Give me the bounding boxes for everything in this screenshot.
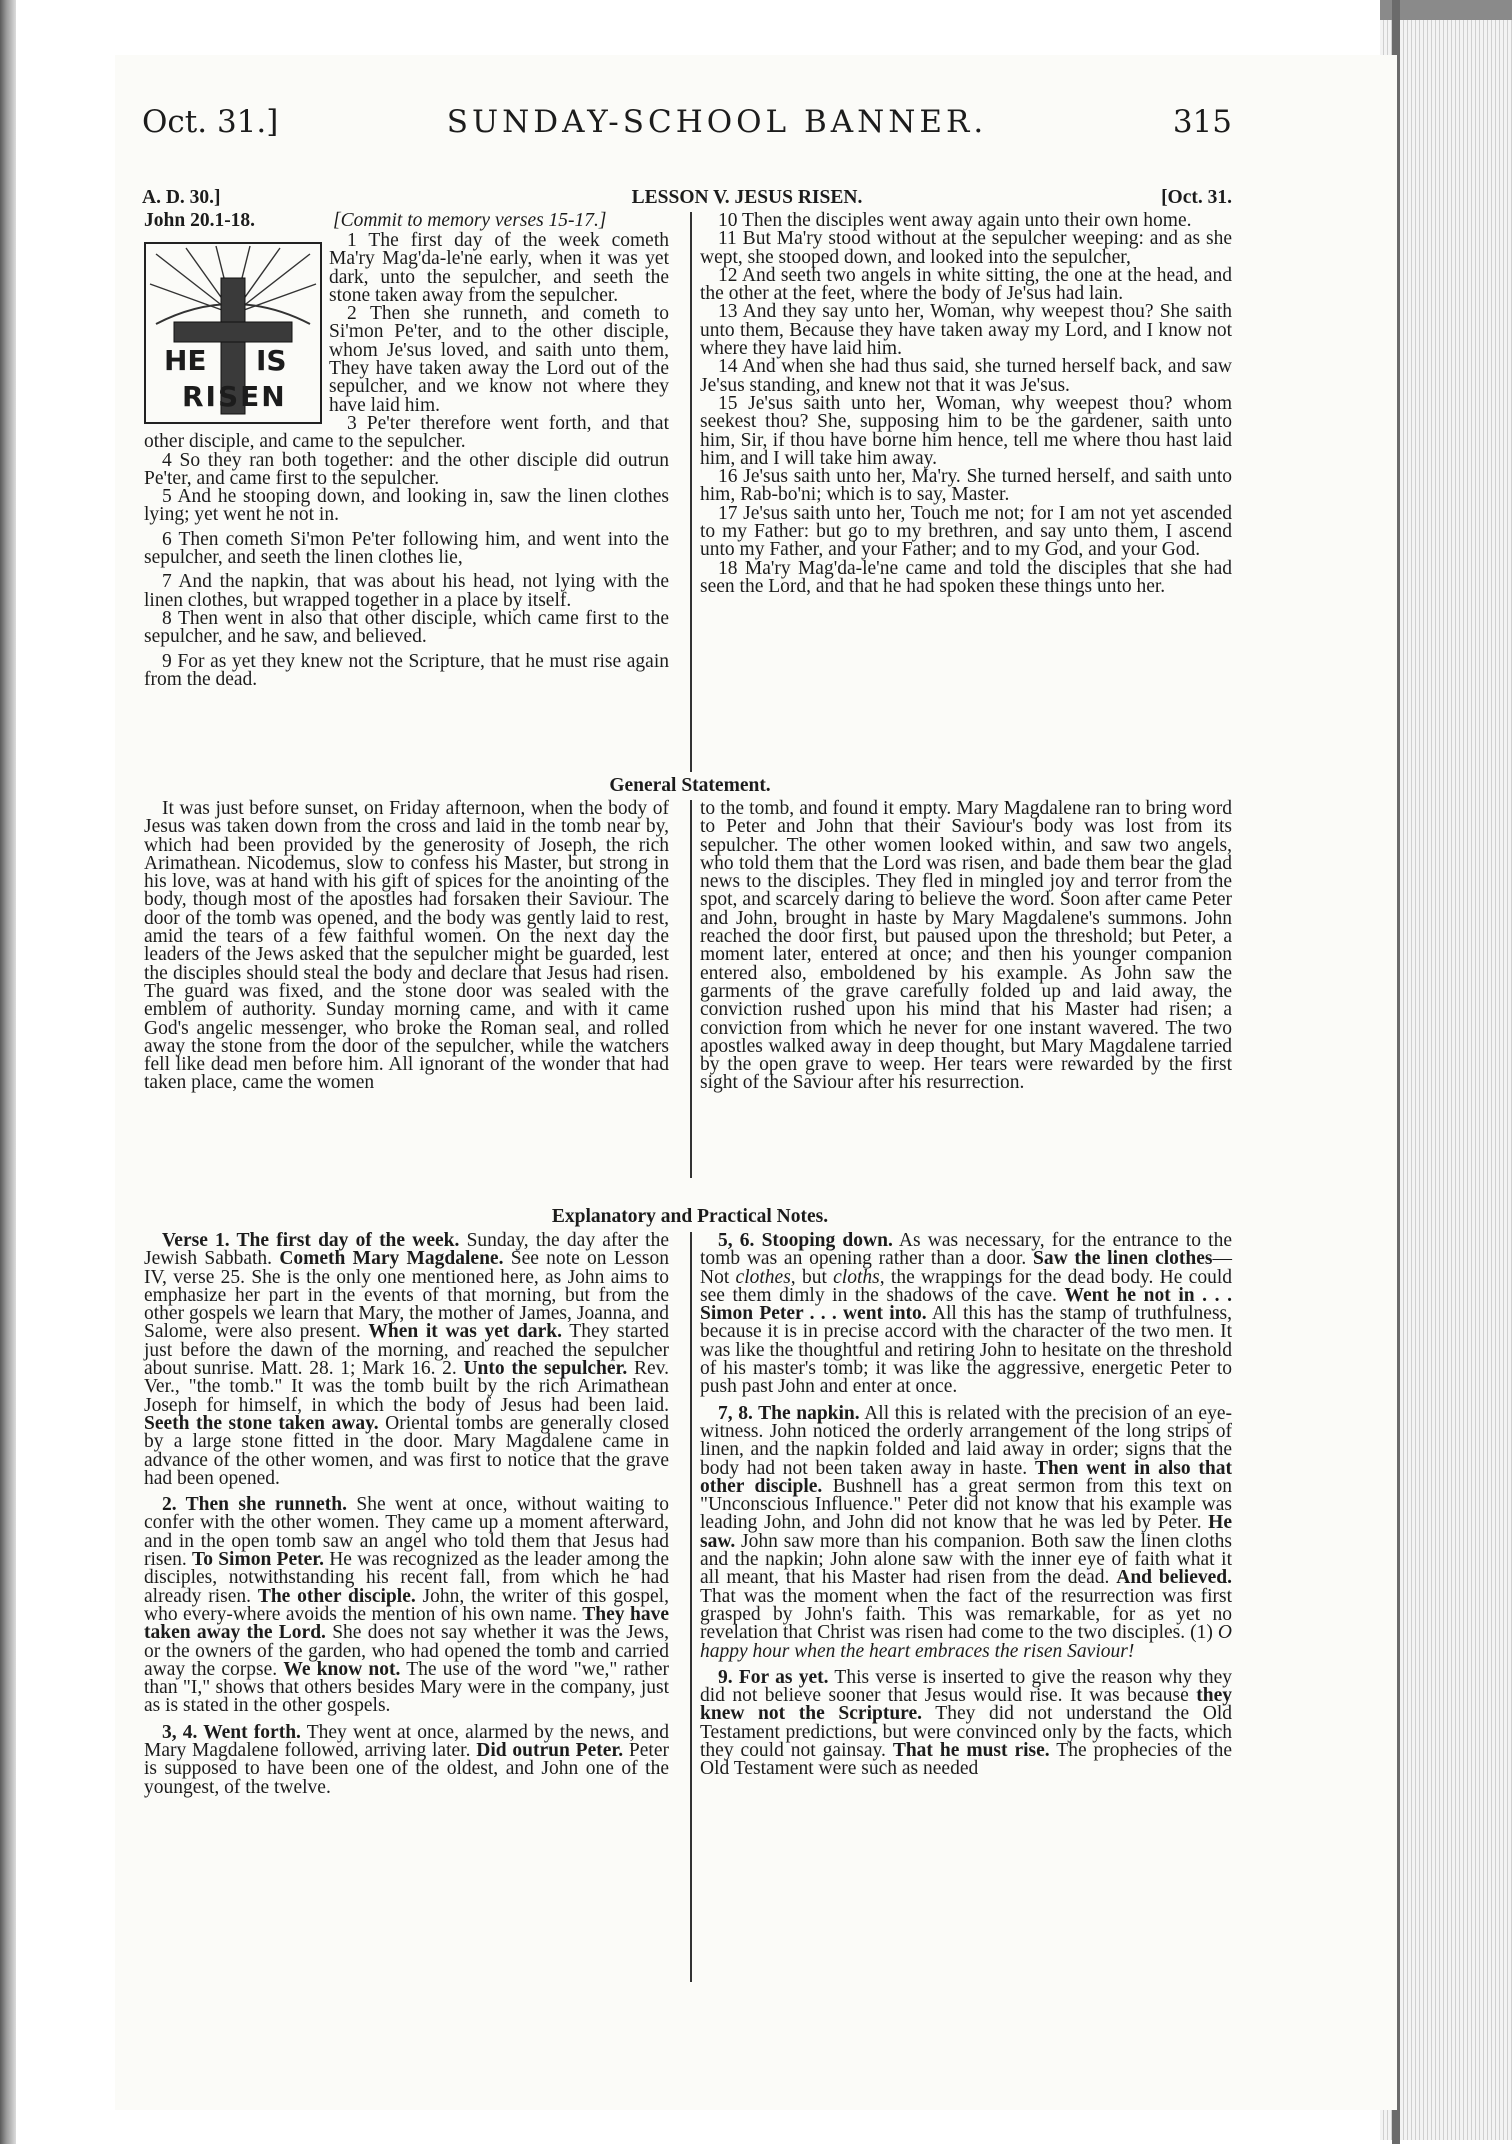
- note-keyword: We know not.: [283, 1658, 401, 1680]
- verse-5: 5 And he stooping down, and looking in, saw the linen clothes lying; yet went he not in.: [144, 486, 669, 526]
- verse-7: 7 And the napkin, that was about his head, not lying with the linen clothes, but wrapped together in a place by itself.: [144, 571, 669, 611]
- note-text: , the wrappings for the dead body. He could see them dimly in the shadows of the cave.: [700, 1266, 1233, 1306]
- lesson-header: [142, 187, 1232, 209]
- note-text: This verse is inserted to give the reason why they did not believe sooner that Jesus would rise. It was because: [700, 1666, 1232, 1707]
- note-text: , but: [790, 1266, 834, 1288]
- lesson-title: LESSON V. JESUS RISEN.: [631, 187, 863, 208]
- note-keyword: The other disciple.: [257, 1585, 416, 1607]
- note-keyword: To Simon Peter.: [192, 1549, 324, 1571]
- general-statement-left: [144, 800, 669, 1093]
- verse-2: 2 Then she runneth, and cometh to Si'mon Pe'ter, and to the other disciple, whom Je'sus loved, and saith unto them, They have taken away the Lord out of the sepulcher, and we know not where they have laid him.: [329, 303, 669, 416]
- scripture-reference: John 20.1-18.: [144, 210, 256, 231]
- notes-right-paragraph: [700, 1666, 1232, 1780]
- verse-9: 9 For as yet they knew not the Scripture, that he must rise again from the dead.: [144, 650, 669, 690]
- note-keyword: He saw.: [700, 1512, 1232, 1552]
- notes-right-column: [700, 1232, 1232, 1779]
- note-text: They went at once, alarmed by the news, and Mary Magdalene followed, arriving later.: [144, 1721, 669, 1762]
- emblem-word-is: IS: [256, 344, 287, 377]
- note-text: As was necessary, for the entrance to the tomb was an opening rather than a door.: [700, 1230, 1233, 1270]
- emblem-word-he: HE: [164, 344, 207, 377]
- note-italic: O happy hour when the heart embraces the risen Saviour!: [700, 1622, 1232, 1662]
- verse-6: 6 Then cometh Si'mon Pe'ter following him, and went into the sepulcher, and seeth the linen clothes lie,: [144, 528, 669, 569]
- note-text: Sunday, the day after the Jewish Sabbath.: [144, 1230, 670, 1270]
- notes-left-paragraph: [144, 1721, 669, 1798]
- note-text: John, the writer of this gospel, who every-where avoids the mention of his own name.: [144, 1585, 669, 1625]
- verses-left-column: [144, 232, 669, 689]
- note-text: She does not say whether it was the Jews, or the owners of the garden, who had opened the tomb and carried away the corpse.: [144, 1622, 670, 1680]
- lesson-year: A. D. 30.]: [142, 187, 221, 208]
- note-keyword: Seeth the stone taken away.: [144, 1412, 379, 1434]
- note-text: She went at once, without waiting to confer with the other women. They came up a moment afterward, and in the open tomb saw an angel who told them that Jesus had risen.: [144, 1494, 669, 1571]
- notes-left-paragraph: [144, 1496, 669, 1716]
- verse-10: 10 Then the disciples went away again unto their own home.: [718, 210, 1192, 231]
- note-keyword: When it was yet dark.: [368, 1321, 563, 1343]
- note-keyword: Did outrun Peter.: [476, 1740, 624, 1762]
- verse-8: 8 Then went in also that other disciple, which came first to the sepulcher, and he saw, and believed.: [144, 607, 669, 648]
- note-text: He was recognized as the leader among the disciples, notwithstanding his recent fall, from which he had already risen.: [144, 1549, 670, 1607]
- column-rule-lesson: [690, 212, 692, 772]
- note-keyword: 5, 6. Stooping down.: [718, 1230, 893, 1251]
- note-text: The prophecies of the Old Testament were such as needed: [700, 1740, 1232, 1780]
- note-keyword: 3, 4. Went forth.: [162, 1721, 301, 1743]
- verse-14: 14 And when she had thus said, she turned herself back, and saw Je'sus standing, and knew not that it was Je'sus.: [700, 356, 1232, 396]
- note-keyword: And believed.: [1116, 1567, 1232, 1589]
- note-text: They did not understand the Old Testament predictions, but were convinced only by the facts, which they could not gainsay.: [700, 1703, 1232, 1762]
- general-statement-right: [700, 800, 1232, 1093]
- note-text: All this is related with the precision of an eye-witness. John noticed the orderly arrangement of the long strips of linen, and the napkin folded and laid away in order; signs that the body had not been taken away in haste.: [700, 1402, 1232, 1479]
- note-text: Oriental tombs are generally closed by a large stone fitted in the door. Mary Magdalene came in advance of the other women, and was first to notice that the grave had been opened.: [144, 1412, 669, 1489]
- verse-4: 4 So they ran both together: and the other disciple did outrun Pe'ter, and came first to the sepulcher.: [144, 449, 669, 489]
- note-keyword: 7, 8. The napkin.: [718, 1402, 860, 1424]
- note-italic: cloths: [833, 1266, 880, 1288]
- verse-3: 3 Pe'ter therefore went forth, and that other disciple, and came to the sepulcher.: [144, 412, 669, 453]
- note-keyword: They have taken away the Lord.: [144, 1603, 669, 1644]
- note-keyword: Went he not in . . . Simon Peter . . . went into.: [700, 1284, 1232, 1325]
- column-rule-general: [690, 800, 692, 1178]
- header-date: Oct. 31.]: [142, 104, 279, 140]
- note-text: See note on Lesson IV, verse 25. She is the only one mentioned here, as John aims to emphasize her part in the events of that morning, but from the other gospels we learn that Mary, the mother of James, Joanna, and Salome, were also present.: [144, 1248, 670, 1343]
- note-text: Peter is supposed to have been one of the oldest, and John one of the youngest, of the twelve.: [144, 1740, 669, 1798]
- emblem-word-risen: RISEN: [182, 380, 287, 413]
- note-keyword: Then went in also that other disciple.: [700, 1457, 1232, 1497]
- note-text: All this has the stamp of truthfulness, because it is in precise accord with the character of the two men. It was like the thoughtful and retiring John to hesitate on the threshold of his master's tomb; it was like the aggressive, energetic Peter to push past John and enter at once.: [700, 1303, 1233, 1398]
- verses-right-column: [700, 212, 1232, 596]
- general-statement-title: General Statement.: [609, 775, 771, 796]
- note-keyword: That he must rise.: [892, 1740, 1050, 1762]
- note-text: They started just before the dawn of the morning, and reached the sepulcher about sunrise. Matt. 28. 1; Mark 16. 2.: [144, 1321, 669, 1380]
- verse-11: 11 But Ma'ry stood without at the sepulcher weeping: and as she wept, she stooped down, and looked into the sepulcher,: [700, 228, 1232, 268]
- verse-17: 17 Je'sus saith unto her, Touch me not; for I am not yet ascended to my Father: but go to my brethren, and say unto them, I ascend unto my Father, and your Father; and to my God, and your God.: [700, 502, 1232, 561]
- page-number: 315: [1172, 104, 1232, 140]
- column-rule-notes: [690, 1232, 692, 1982]
- verse-12: 12 And seeth two angels in white sitting, the one at the head, and the other at the feet, where the body of Je'sus had lain.: [700, 264, 1232, 305]
- verse-1: 1 The first day of the week cometh Ma'ry Mag'da-le'ne early, when it was yet dark, unto the sepulcher, and seeth the stone taken away from the sepulcher.: [329, 230, 669, 306]
- verse-16: 16 Je'sus saith unto her, Ma'ry. She turned herself, and saith unto him, Rab-bo'ni; which is to say, Master.: [700, 466, 1232, 506]
- book-gutter: [0, 0, 16, 2144]
- notes-left-paragraph: [144, 1232, 669, 1488]
- note-keyword: Verse 1. The first day of the week.: [162, 1230, 460, 1251]
- notes-title: Explanatory and Practical Notes.: [551, 1206, 829, 1227]
- lesson-date: [Oct. 31.: [1161, 187, 1232, 208]
- note-keyword: Unto the sepulcher.: [463, 1358, 628, 1380]
- note-text: John saw more than his companion. Both saw the linen cloths and the napkin; John alone saw with the inner eye of faith what it all meant, that his Master had risen from the dead.: [700, 1530, 1232, 1589]
- header-title: SUNDAY-SCHOOL BANNER.: [446, 104, 988, 140]
- verse-13: 13 And they say unto her, Woman, why weepest thou? She saith unto them, Because they have taken away my Lord, and I know not where they have laid him.: [700, 301, 1232, 360]
- notes-right-paragraph: [700, 1402, 1233, 1662]
- verse-15: 15 Je'sus saith unto her, Woman, why weepest thou? whom seekest thou? She, supposing him to be the gardener, saith unto him, Sir, if thou have borne him hence, tell me where thou hast laid him, and I will take him away.: [700, 392, 1232, 469]
- note-italic: clothes: [735, 1266, 791, 1288]
- verse-18: 18 Ma'ry Mag'da-le'ne came and told the disciples that she had seen the Lord, and that he had spoken these things unto her.: [700, 557, 1232, 597]
- note-text: —Not: [700, 1248, 1233, 1288]
- note-keyword: they knew not the Scripture.: [700, 1685, 1232, 1725]
- note-text: That was the moment when the fact of the resurrection was first grasped by John's faith. This was remarkable, for as yet no revelation that Christ was risen had come to the two disciples. (1): [700, 1585, 1232, 1644]
- general-statement-right-text: to the tomb, and found it empty. Mary Magdalene ran to bring word to Peter and John that their Saviour's body was lost from its sepulcher. The other women looked within, and saw two angels, who told them that the Lord was risen, and bade them bear the glad news to the disciples. They fled in mingled joy and terror from the spot, and scarcely daring to believe the word. Soon after came Peter and John, brought in haste by Mary Magdalene's summons. John reached the door first, but paused upon the threshold; but Peter, a moment later, entered at once; and then his younger companion entered also, emboldened by his example. As John saw the garments of the grave carefully folded up and laid away, the conviction rushed upon his mind that his Master had risen; a conviction from which he never for one instant wavered. The two apostles walked away in deep thought, but Mary Magdalene tarried by the open grave to weep. Her tears were rewarded by the first sight of the Saviour after his resurrection.: [700, 798, 1232, 1094]
- running-header: [142, 104, 1232, 148]
- note-keyword: Cometh Mary Magdalene.: [279, 1248, 504, 1270]
- note-keyword: 2. Then she runneth.: [162, 1494, 347, 1516]
- note-keyword: 9. For as yet.: [718, 1666, 829, 1688]
- note-keyword: Saw the linen clothes: [1032, 1248, 1213, 1270]
- note-text: Rev. Ver., "the tomb." It was the tomb built by the rich Arimathean Joseph for himself, in which the body of Jesus had been laid.: [144, 1358, 669, 1416]
- general-statement-left-text: It was just before sunset, on Friday afternoon, when the body of Jesus was taken down from the cross and laid in the tomb near by, which had been provided by the generosity of Joseph, the rich Arimathean. Nicodemus, slow to confess his Master, but strong in his love, was at hand with his gift of spices for the anointing of the body, though most of the apostles had forsaken their Saviour. The door of the tomb was opened, and the body was gently laid to rest, amid the tears of a few faithful women. On the next day the leaders of the Jews asked that the sepulcher might be guarded, lest the disciples should steal the body and declare that Jesus had risen. The guard was fixed, and the stone door was sealed with the emblem of authority. Sunday morning came, and with it came God's angelic messenger, who broke the Roman seal, and rolled away the stone from the door of the sepulcher, while the watchers fell like dead men before him. All ignorant of the wonder that had taken place, came the women: [144, 798, 669, 1094]
- notes-left-column: [144, 1232, 669, 1797]
- commit-note: [Commit to memory verses 15-17.]: [333, 210, 607, 231]
- notes-right-paragraph: [700, 1232, 1232, 1397]
- note-text: The use of the word "we," rather than "I," shows that others besides Mary were in the company, just as is stated in the other gospels.: [144, 1658, 669, 1717]
- note-text: Bushnell has a great sermon from this text on "Unconscious Influence." Peter did not know that his example was leading John, and John did not know that he was led by Peter.: [700, 1475, 1233, 1534]
